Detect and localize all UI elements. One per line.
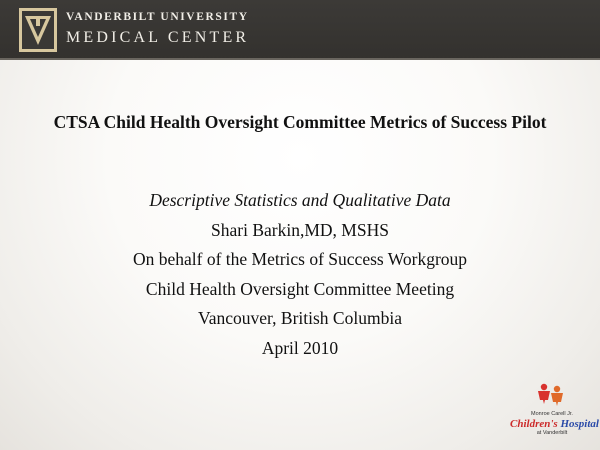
org-name-line2: MEDICAL CENTER (66, 29, 250, 46)
org-name-line1: VANDERBILT UNIVERSITY (66, 11, 249, 23)
meeting-name: Child Health Oversight Committee Meeting (145, 278, 455, 299)
meeting-date: April 2010 (261, 337, 339, 358)
childrens-hospital-logo (510, 382, 599, 444)
header-divider (0, 58, 600, 60)
vanderbilt-logo-icon (18, 7, 58, 53)
header-bar (0, 0, 600, 60)
subtitle-line: Descriptive Statistics and Qualitative Data (149, 190, 451, 210)
presenter-name: Shari Barkin,MD, MSHS (211, 219, 389, 240)
presentation-details (0, 186, 600, 363)
hospital-top-line: Monroe Carell Jr. (531, 411, 573, 417)
hospital-name (510, 418, 599, 430)
org-name (66, 11, 249, 48)
meeting-location: Vancouver, British Columbia (198, 308, 402, 328)
hospital-name-part2: Hospital (560, 418, 599, 430)
workgroup-line: On behalf of the Metrics of Success Workgroup (132, 249, 468, 269)
hospital-name-part1: Children's (510, 418, 558, 430)
children-figures-icon (510, 382, 594, 406)
slide-title: CTSA Child Health Oversight Committee Metrics of Success Pilot (53, 112, 547, 132)
hospital-bottom-line: at Vanderbilt (536, 430, 568, 436)
